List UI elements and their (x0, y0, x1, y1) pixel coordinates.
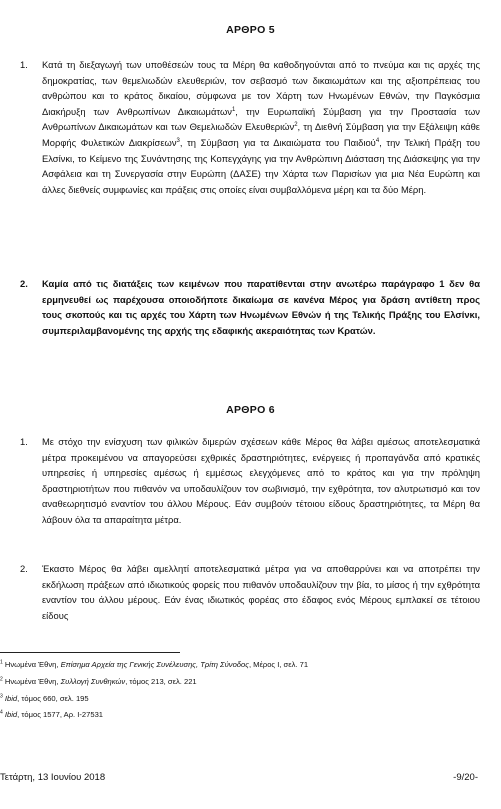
footnote-ref: 2 (294, 122, 298, 129)
paragraph-number: 1. (20, 436, 28, 447)
footnotes (0, 657, 480, 724)
footnote-3: $^3$ Ibid, τόμος 660, σελ. 195 (0, 693, 89, 703)
footnote-ref: 3 (176, 137, 180, 144)
paragraph-number: 2. (20, 563, 28, 574)
article-5-paragraph-1 (20, 57, 480, 197)
paragraph-number: 2. (20, 278, 28, 289)
paragraph-text: Έκαστο Μέρος θα λάβει αμελλητί αποτελεσματικά μέτρα για να αποθαρρύνει και να αποτρέπει την εκδήλωση πράξεων από ιδιωτικούς φορείς που πιθανόν υποδαυλίζουν την βία, το μίσος ή την εχθρότητα εναντίον του άλλου μέρους. Εάν ένας ιδιωτικός φορέας στο έδαφος ενός Μέρους εμπλακεί σε τέτοιου είδους (42, 563, 480, 621)
article-5-title: ΑΡΘΡΟ 5 (226, 24, 275, 36)
footnote-ref: 4 (375, 137, 380, 144)
article-6-paragraph-1 (20, 434, 480, 528)
footnote-4: $^4$ Ibid, τόμος 1577, Αρ. Ι-27531 (0, 709, 104, 720)
footnote-ref: 1 (231, 106, 236, 113)
footnote-2: $^2$ Ηνωμένα Έθνη, Συλλογή Συνθηκών, τόμος 213, σελ. 221 (0, 676, 197, 686)
paragraph-text: Καμία από τις διατάξεις των κειμένων που παρατίθενται στην ανωτέρω παράγραφο 1 δεν θα ερμηνευθεί ως παρέχουσα οποιοδήποτε δικαίωμα σε κανένα Μέρος για δράση αντίθετη προς τους σκοπούς και τις αρχές του Χάρτη των Ηνωμένων Εθνών ή της Τελικής Πράξης του Ελσίνκι, συμπεριλαμβανομένης της αρχής της εδαφικής ακεραιότητας των Κρατών. (42, 278, 480, 336)
footnote-1: $^1$ Ηνωμένα Έθνη, Επίσημα Αρχεία της Γενικής Συνέλευσης, Τρίτη Σύνοδος, Μέρος Ι, σελ. 71 (0, 659, 309, 669)
page-number: -9/20- (453, 772, 478, 783)
paragraph-text: Κατά τη διεξαγωγή των υποθέσεών τους τα Μέρη θα καθοδηγούνται από το πνεύμα και τις αρχές της δημοκρατίας, των θεμελιωδών ελευθεριών, τον σεβασμό των δικαιωμάτων και της αξιοπρέπειας του ανθρώπου και το κράτος δικαίου, σύμφωνα με τον Χάρτη των Ηνωμένων Εθνών, την Παγκόσμια Διακήρυξη των Ανθρωπίνων Δικαιωμάτων$^1$, την Ευρωπαϊκή Σύμβαση για την Προστασία των Ανθρωπίνων Δικαιωμάτων και των Θεμελιωδών Ελευθεριών$^2$, τη Διεθνή Σύμβαση για την Εξάλειψη κάθε Μορφής Φυλετικών Διακρίσεων$^3$, τη Σύμβαση για τα Δικαιώματα του Παιδιού$^4$, την Τελική Πράξη του Ελσίνκι, το Κείμενο της Συνάντησης της Κοπεγχάγης για την Ανθρώπινη Διάσταση της Διάσκεψης για την Ασφάλεια και τη Συνεργασία στην Ευρώπη (ΔΑΣΕ) την Χάρτα των Παρισίων για μια Νέα Ευρώπη και άλλες διεθνείς συμφωνίες και πράξεις στις οποίες είναι συμβαλλόμενα μέρη και τα δύο Μέρη. (42, 59, 480, 195)
paragraph-text: Με στόχο την ενίσχυση των φιλικών διμερών σχέσεων κάθε Μέρος θα λάβει αμέσως αποτελεσματικά μέτρα προκειμένου να απαγορεύσει εχθρικές δραστηριότητες, ενέργειες ή προπαγάνδα από κρατικές υπηρεσίες ή υπηρεσίες αμέσως ή εμμέσως ελεγχόμενες από το κράτος και για την πρόληψη δραστηριοτήτων που πιθανόν να υποδαυλίζουν τον σωβινισμό, την εχθρότητα, τον αλυτρωτισμό και τον αναθεωρητισμό εναντίον του άλλου Μέρους. Εάν συμβούν τέτοιου είδους δραστηριότητες, τα Μέρη θα λάβουν όλα τα απαραίτητα μέτρα. (42, 436, 480, 525)
article-5-paragraph-2 (20, 276, 480, 338)
footer-date: Τετάρτη, 13 Ιουνίου 2018 (0, 772, 106, 783)
footnote-divider (0, 652, 180, 653)
paragraph-number: 1. (20, 59, 28, 70)
article-6-paragraph-2 (20, 561, 480, 623)
article-6-title: ΑΡΘΡΟ 6 (226, 404, 275, 416)
